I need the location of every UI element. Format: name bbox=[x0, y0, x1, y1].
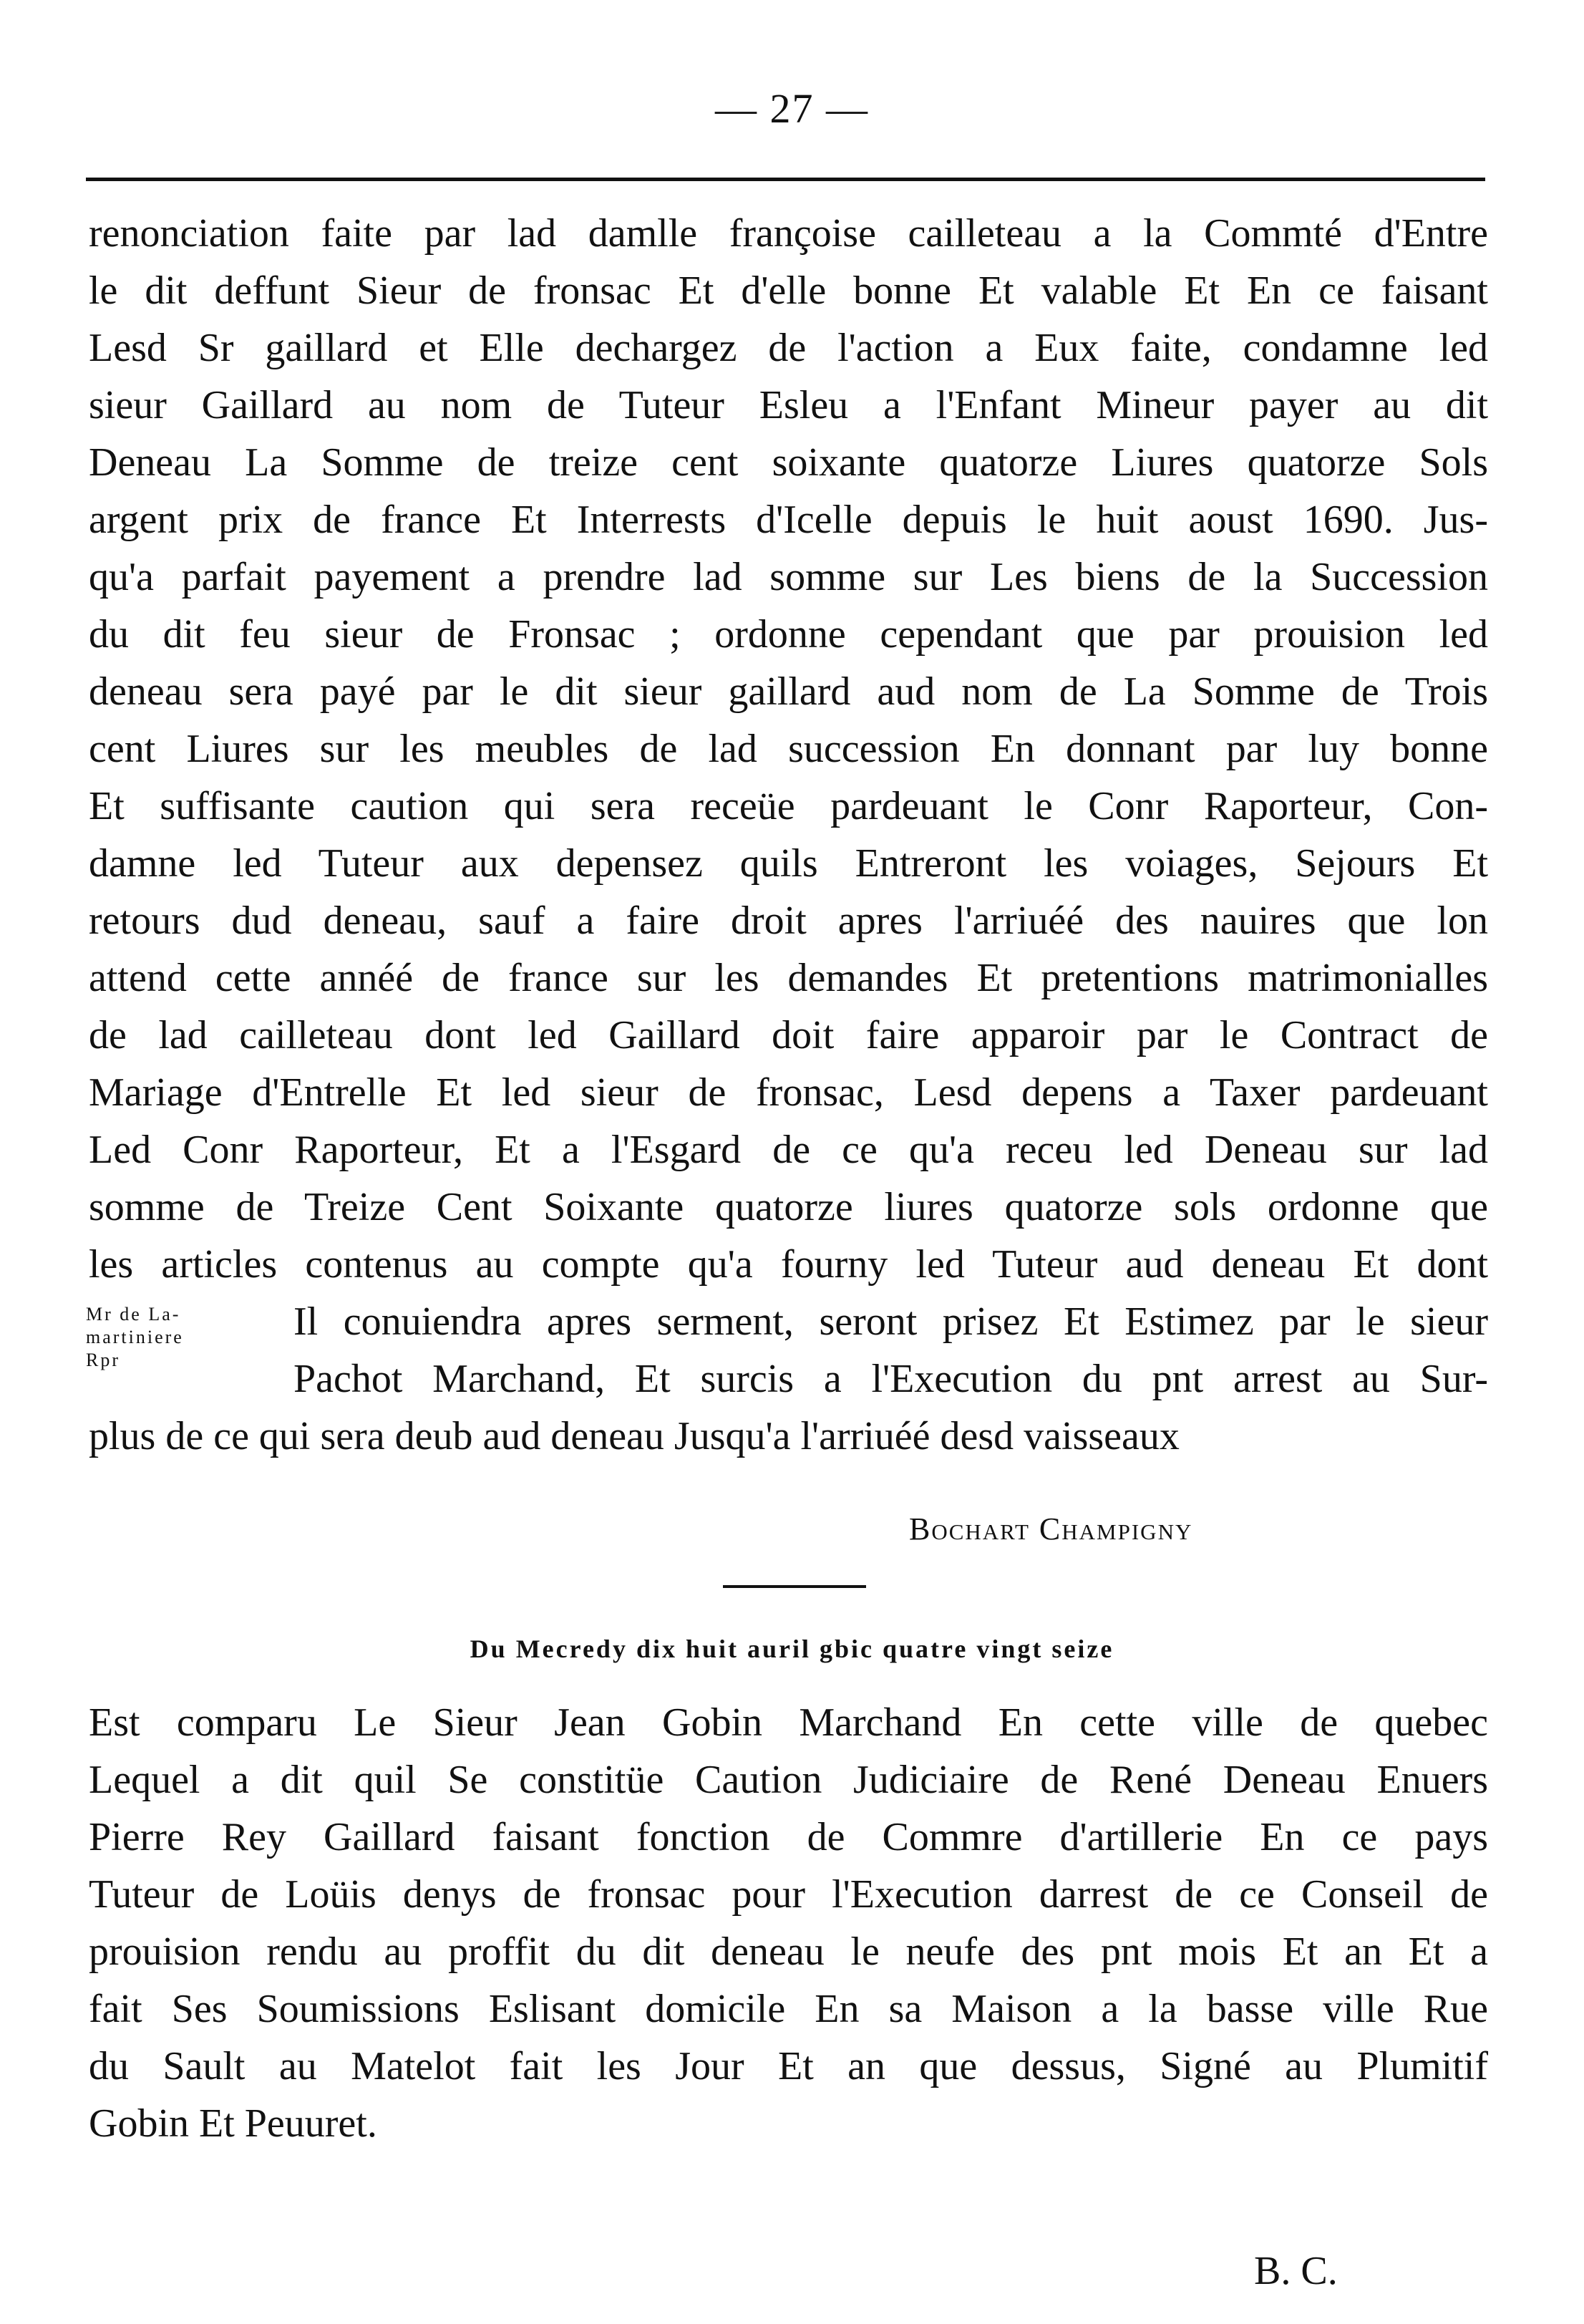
text-line: sieur Gaillard au nom de Tuteur Esleu a l'Enfant Mineur payer au dit bbox=[89, 383, 1488, 427]
text-line: Lesd Sr gaillard et Elle dechargez de l'action a Eux faite, condamne led bbox=[89, 326, 1488, 370]
text-line: du Sault au Matelot fait les Jour Et an que dessus, Signé au Plumitif bbox=[89, 2044, 1488, 2088]
text-line: Mariage d'Entrelle Et led sieur de fronsac, Lesd depens a Taxer pardeuant bbox=[89, 1070, 1488, 1115]
text-line: somme de Treize Cent Soixante quatorze liures quatorze sols ordonne que bbox=[89, 1185, 1488, 1229]
margin-note bbox=[86, 1303, 293, 1372]
text-line: prouision rendu au proffit du dit deneau le neufe des pnt mois Et an Et a bbox=[89, 1930, 1488, 1974]
text-line: Il conuiendra apres serment, seront prisez Et Estimez par le sieur bbox=[293, 1299, 1488, 1344]
header-rule bbox=[86, 178, 1485, 181]
text-line: renonciation faite par lad damlle françoise cailleteau a la Commté d'Entre bbox=[89, 211, 1488, 256]
section-divider bbox=[723, 1585, 866, 1588]
margin-note-line: martiniere bbox=[86, 1327, 184, 1347]
text-line: fait Ses Soumissions Eslisant domicile En sa Maison a la basse ville Rue bbox=[89, 1987, 1488, 2031]
text-line: qu'a parfait payement a prendre lad somme sur Les biens de la Succession bbox=[89, 555, 1488, 599]
text-line: argent prix de france Et Interrests d'Icelle depuis le huit aoust 1690. Jus- bbox=[89, 498, 1488, 542]
text-line: deneau sera payé par le dit sieur gaillard aud nom de La Somme de Trois bbox=[89, 669, 1488, 714]
margin-note-line: Rpr bbox=[86, 1350, 120, 1370]
text-line: les articles contenus au compte qu'a fourny led Tuteur aud deneau Et dont bbox=[89, 1242, 1488, 1287]
section-heading: Du Mecredy dix huit auril gbic quatre vingt seize bbox=[470, 1635, 1114, 1663]
text-line: Led Conr Raporteur, Et a l'Esgard de ce qu'a receu led Deneau sur lad bbox=[89, 1128, 1488, 1172]
initials: B. C. bbox=[1254, 2249, 1338, 2293]
text-line: Deneau La Somme de treize cent soixante quatorze Liures quatorze Sols bbox=[89, 440, 1488, 485]
signature: Bochart Champigny bbox=[909, 1511, 1193, 1546]
text-line: cent Liures sur les meubles de lad succession En donnant par luy bonne bbox=[89, 727, 1488, 771]
page-number: — 27 — bbox=[715, 85, 869, 132]
text-line: de lad cailleteau dont led Gaillard doit faire apparoir par le Contract de bbox=[89, 1013, 1488, 1057]
text-line: Et suffisante caution qui sera receüe pardeuant le Conr Raporteur, Con- bbox=[89, 784, 1488, 828]
text-line: Pierre Rey Gaillard faisant fonction de Commre d'artillerie En ce pays bbox=[89, 1815, 1488, 1859]
text-line: Gobin Et Peuuret. bbox=[89, 2101, 377, 2146]
text-line: retours dud deneau, sauf a faire droit apres l'arriuéé des nauires que lon bbox=[89, 899, 1488, 943]
text-line: Est comparu Le Sieur Jean Gobin Marchand En cette ville de quebec bbox=[89, 1700, 1488, 1745]
text-line: Pachot Marchand, Et surcis a l'Execution du pnt arrest au Sur- bbox=[293, 1357, 1488, 1401]
text-line: damne led Tuteur aux depensez quils Entreront les voiages, Sejours Et bbox=[89, 841, 1488, 886]
text-line: du dit feu sieur de Fronsac ; ordonne cependant que par prouision led bbox=[89, 612, 1488, 657]
text-line: plus de ce qui sera deub aud deneau Jusqu'a l'arriuéé desd vaisseaux bbox=[89, 1414, 1180, 1458]
text-line: Lequel a dit quil Se constitüe Caution Judiciaire de René Deneau Enuers bbox=[89, 1758, 1488, 1802]
margin-note-line: Mr de La- bbox=[86, 1304, 181, 1325]
text-line: le dit deffunt Sieur de fronsac Et d'elle bonne Et valable Et En ce faisant bbox=[89, 268, 1488, 313]
text-line: attend cette annéé de france sur les demandes Et pretentions matrimonialles bbox=[89, 956, 1488, 1000]
text-line: Tuteur de Loüis denys de fronsac pour l'Execution darrest de ce Conseil de bbox=[89, 1872, 1488, 1917]
